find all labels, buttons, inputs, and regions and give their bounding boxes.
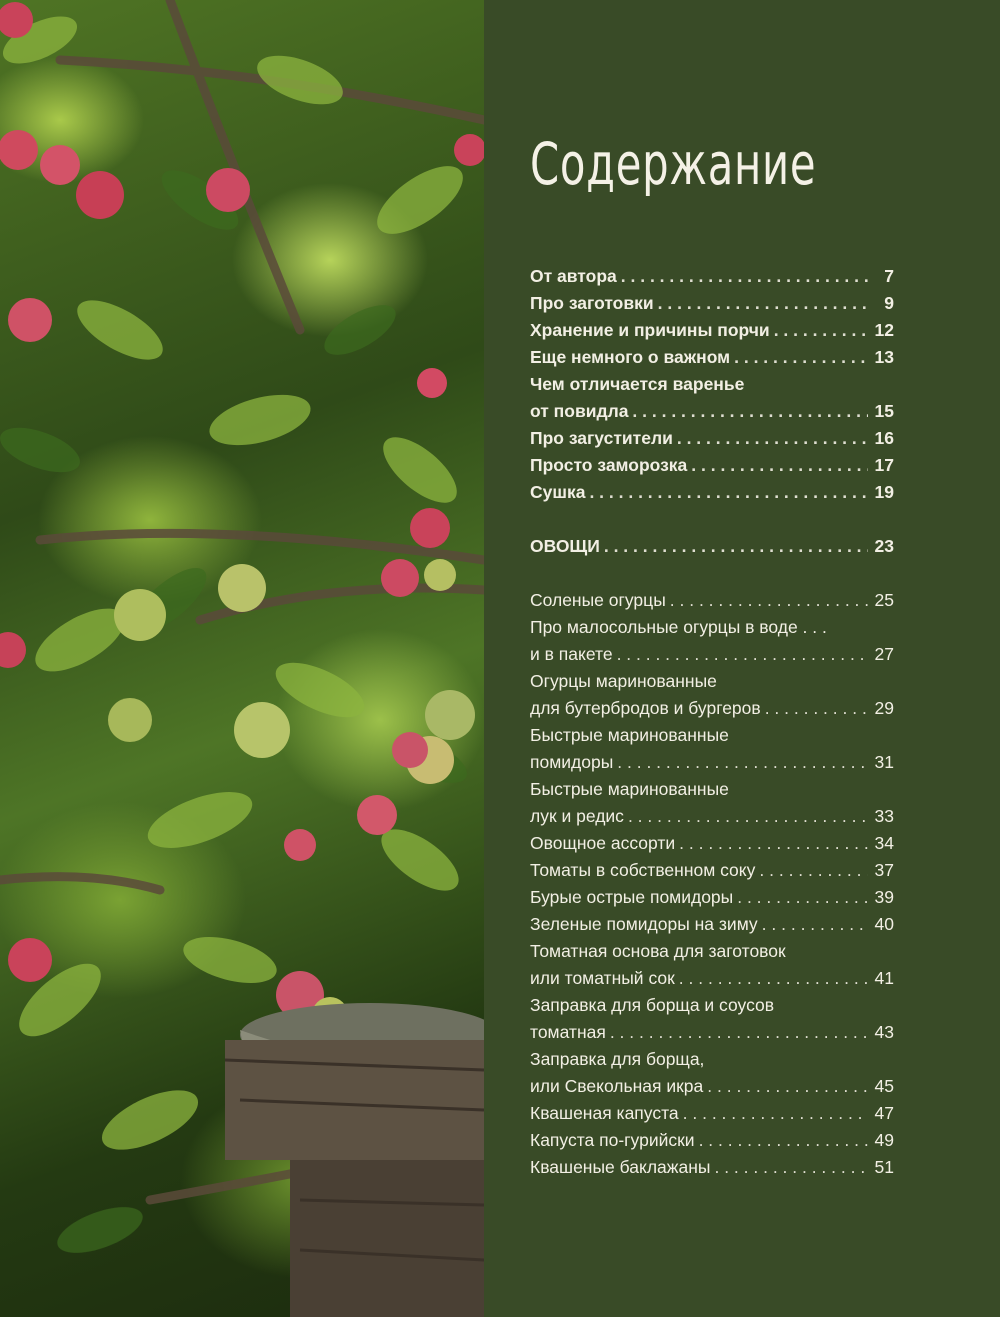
dot-leader <box>759 857 868 884</box>
section-gap <box>530 560 894 587</box>
toc-entry-line <box>530 803 894 830</box>
toc-entry-title: Заправка для борща и соусов <box>530 995 775 1015</box>
dot-leader <box>670 587 868 614</box>
toc-entry[interactable] <box>530 1100 894 1127</box>
toc-page-number: 13 <box>874 347 894 367</box>
toc-entry[interactable] <box>530 911 894 938</box>
toc-entry-line <box>530 290 894 317</box>
toc-entry-line <box>530 263 894 290</box>
toc-page-number: 33 <box>874 806 894 826</box>
toc-entry-title: Квашеная капуста <box>530 1103 679 1123</box>
toc-entry[interactable] <box>530 614 894 668</box>
toc-entry-line <box>530 668 894 695</box>
toc-entry[interactable] <box>530 587 894 614</box>
section-gap <box>530 506 894 533</box>
toc-entry-title: Огурцы маринованные <box>530 671 717 691</box>
toc-entry[interactable] <box>530 344 894 371</box>
toc-entry-line <box>530 857 894 884</box>
dot-leader <box>714 1154 868 1181</box>
dot-leader <box>628 803 868 830</box>
toc-page-number: 7 <box>884 266 894 286</box>
dot-leader <box>699 1127 868 1154</box>
dot-leader <box>632 398 868 425</box>
dot-leader <box>617 641 868 668</box>
toc-page-number: 40 <box>874 914 894 934</box>
toc-page-number: 51 <box>874 1157 894 1177</box>
toc-entry-title: томатная <box>530 1022 606 1042</box>
toc-page-number: 37 <box>874 860 894 880</box>
toc-entry-title: Томаты в собственном соку <box>530 860 756 880</box>
toc-page-number: 17 <box>874 455 894 475</box>
toc-entry-title: Быстрые маринованные <box>530 725 729 745</box>
toc-entry-line <box>530 533 894 560</box>
toc-entry-title: или Свекольная икра <box>530 1076 704 1096</box>
toc-entry-line <box>530 1019 894 1046</box>
toc-page-number: 16 <box>874 428 894 448</box>
apple-tree-illustration <box>0 0 484 1317</box>
toc-entry-title: Еще немного о важном <box>530 347 731 367</box>
toc-entry-title: От автора <box>530 266 617 286</box>
toc-entry[interactable] <box>530 317 894 344</box>
toc-entry-line <box>530 371 894 398</box>
toc-entry-line <box>530 992 894 1019</box>
toc-page-number: 41 <box>874 968 894 988</box>
dot-leader <box>621 263 868 290</box>
toc-entry[interactable] <box>530 722 894 776</box>
toc-entry-title: Томатная основа для заготовок <box>530 941 786 961</box>
page-title: Содержание <box>530 130 817 198</box>
dot-leader <box>683 1100 868 1127</box>
toc-entry[interactable] <box>530 776 894 830</box>
toc-entry-title: от повидла <box>530 401 629 421</box>
toc-page-number: 49 <box>874 1130 894 1150</box>
toc-entry-title: Зеленые помидоры на зиму <box>530 914 758 934</box>
toc-entry-title: Капуста по-гурийски <box>530 1130 695 1150</box>
toc-entry-title: Просто заморозка <box>530 455 688 475</box>
toc-entry[interactable] <box>530 1046 894 1100</box>
apple-tree-photo <box>0 0 484 1317</box>
toc-entry-line <box>530 641 894 668</box>
toc-page-number: 27 <box>874 644 894 664</box>
toc-page-number: 19 <box>874 482 894 502</box>
dot-leader <box>679 830 868 857</box>
toc-page-number: 47 <box>874 1103 894 1123</box>
toc-entry-title: помидоры <box>530 752 614 772</box>
toc-entry-line <box>530 317 894 344</box>
toc-entry[interactable] <box>530 857 894 884</box>
toc-page-number: 23 <box>874 536 894 556</box>
toc-entry-title: и в пакете <box>530 644 613 664</box>
toc-entry[interactable] <box>530 992 894 1046</box>
toc-entry-title: ОВОЩИ <box>530 536 600 556</box>
toc-entry[interactable] <box>530 479 894 506</box>
dot-leader <box>762 911 868 938</box>
dot-leader <box>589 479 868 506</box>
toc-entry[interactable] <box>530 290 894 317</box>
toc-page-number: 25 <box>874 590 894 610</box>
toc-entry-line <box>530 398 894 425</box>
dot-leader <box>677 425 868 452</box>
toc-entry-line <box>530 344 894 371</box>
toc-entry-title: Быстрые маринованные <box>530 779 729 799</box>
toc-entry-title: Овощное ассорти <box>530 833 676 853</box>
toc-page-number: 15 <box>874 401 894 421</box>
toc-page-number: 45 <box>874 1076 894 1096</box>
toc-entry[interactable] <box>530 938 894 992</box>
toc-page-number: 29 <box>874 698 894 718</box>
toc-entry-title: Про загустители <box>530 428 673 448</box>
dot-leader <box>658 290 868 317</box>
toc-page-number: 31 <box>874 752 894 772</box>
toc-entry[interactable] <box>530 884 894 911</box>
toc-page-number: 12 <box>874 320 894 340</box>
toc-entry-line <box>530 938 894 965</box>
toc-entry-title: Про заготовки <box>530 293 654 313</box>
toc-entry-title: Хранение и причины порчи <box>530 320 770 340</box>
toc-entry-line <box>530 965 894 992</box>
toc-entry-title: или томатный сок <box>530 968 675 988</box>
toc-page-number: 43 <box>874 1022 894 1042</box>
dot-leader <box>610 1019 868 1046</box>
toc-entry-line <box>530 830 894 857</box>
toc-page-number: 39 <box>874 887 894 907</box>
dot-leader <box>737 884 868 911</box>
toc-entry-title: Сушка <box>530 482 586 502</box>
toc-entry-line <box>530 587 894 614</box>
toc-entry[interactable] <box>530 1154 894 1181</box>
dot-leader <box>679 965 868 992</box>
dot-leader <box>734 344 868 371</box>
table-of-contents <box>530 263 894 1181</box>
dot-leader <box>617 749 868 776</box>
toc-entry-title: Чем отличается варенье <box>530 374 745 394</box>
toc-entry-title: Про малосольные огурцы в воде . . . <box>530 617 827 637</box>
toc-entry-line <box>530 911 894 938</box>
dot-leader <box>604 533 868 560</box>
toc-entry[interactable] <box>530 668 894 722</box>
toc-entry[interactable] <box>530 1127 894 1154</box>
toc-entry-line <box>530 1073 894 1100</box>
toc-entry-line <box>530 776 894 803</box>
toc-entry-line <box>530 749 894 776</box>
toc-entry-line <box>530 1127 894 1154</box>
toc-entry-line <box>530 1100 894 1127</box>
dot-leader <box>774 317 868 344</box>
toc-entry-line <box>530 884 894 911</box>
toc-page-number: 9 <box>884 293 894 313</box>
toc-entry-title: лук и редис <box>530 806 624 826</box>
toc-entry-title: для бутербродов и бургеров <box>530 698 761 718</box>
toc-entry[interactable] <box>530 371 894 425</box>
toc-entry-title: Соленые огурцы <box>530 590 666 610</box>
toc-entry-line <box>530 695 894 722</box>
toc-entry[interactable] <box>530 425 894 452</box>
toc-entry[interactable] <box>530 830 894 857</box>
toc-entry[interactable] <box>530 452 894 479</box>
dot-leader <box>691 452 868 479</box>
dot-leader <box>707 1073 868 1100</box>
toc-page-number: 34 <box>874 833 894 853</box>
toc-entry-line <box>530 452 894 479</box>
toc-entry-line <box>530 425 894 452</box>
toc-entry-line <box>530 614 894 641</box>
toc-entry[interactable] <box>530 533 894 560</box>
toc-entry-title: Квашеные баклажаны <box>530 1157 711 1177</box>
toc-entry-title: Заправка для борща, <box>530 1049 705 1069</box>
toc-entry[interactable] <box>530 263 894 290</box>
toc-entry-line <box>530 479 894 506</box>
toc-entry-title: Бурые острые помидоры <box>530 887 734 907</box>
toc-entry-line <box>530 1046 894 1073</box>
toc-entry-line <box>530 1154 894 1181</box>
toc-entry-line <box>530 722 894 749</box>
dot-leader <box>765 695 868 722</box>
